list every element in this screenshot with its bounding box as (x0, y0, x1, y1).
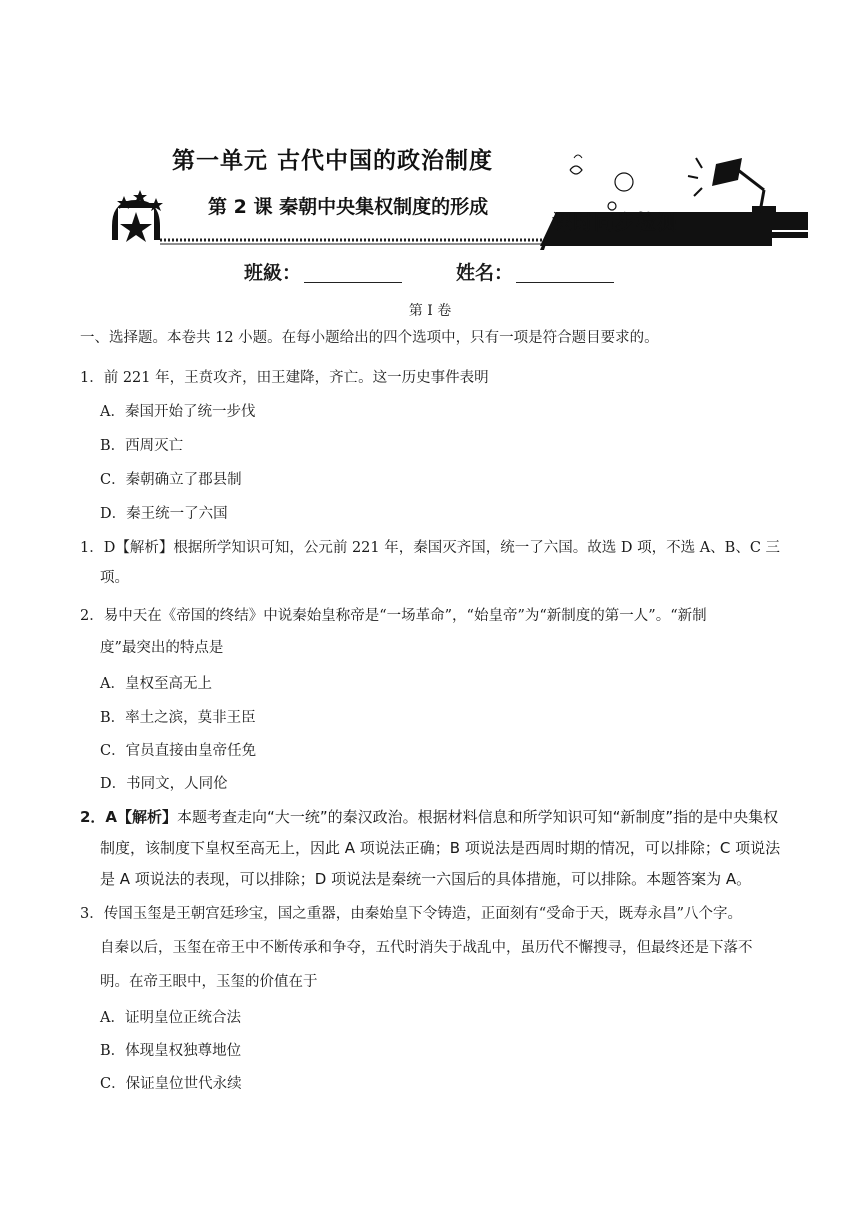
question-3-option-b: B．体现皇权独尊地位 (100, 1043, 242, 1059)
question-1-option-d: D．秦王统一了六国 (100, 506, 228, 522)
sync-test-badge: 课时同步检测 (552, 210, 678, 234)
class-label: 班級： (244, 262, 302, 284)
question-2-answer-head: 2．A【解析】 (80, 808, 178, 826)
question-2-answer-cont: 制度，该制度下皇权至高无上，因此 A 项说法正确；B 项说法是西周时期的情况，可以排除；C 项说法 (100, 839, 781, 857)
banner-graphic (0, 0, 860, 260)
question-1-answer-cont: 项。 (100, 570, 129, 586)
question-1-option-b: B．西周灭亡 (100, 438, 184, 454)
question-1-option-a: A．秦国开始了统一步伐 (100, 404, 256, 420)
question-3-stem: 3．传国玉玺是王朝宫廷珍宝，国之重器，由秦始皇下令铸造，正面刻有“受命于天，既寿永昌”八个字。 (80, 906, 743, 922)
question-3-stem-cont-2: 明。在帝王眼中，玉玺的价值在于 (100, 974, 318, 990)
question-3-option-c: C．保证皇位世代永续 (100, 1076, 242, 1092)
name-field[interactable] (516, 282, 614, 283)
class-field[interactable] (304, 282, 402, 283)
section-title: 第 I 卷 (408, 303, 452, 319)
name-label: 姓名： (456, 262, 514, 284)
question-2-answer (80, 807, 778, 827)
question-1-option-c: C．秦朝确立了郡县制 (100, 472, 242, 488)
question-2-option-b: B．率土之滨，莫非王臣 (100, 710, 256, 726)
question-1-stem: 1．前 221 年，王贲攻齐，田王建降，齐亡。这一历史事件表明 (80, 370, 489, 386)
header-banner (0, 0, 860, 260)
lesson-title: 第 2 课 秦朝中央集权制度的形成 (208, 196, 489, 218)
question-2-stem-cont: 度”最突出的特点是 (100, 640, 224, 656)
question-1-answer: 1．D【解析】根据所学知识可知，公元前 221 年，秦国灭齐国，统一了六国。故选 D 项，不选 A、B、C 三 (80, 540, 781, 556)
question-2-option-a: A．皇权至高无上 (100, 676, 212, 692)
instructions: 一、选择题。本卷共 12 小题。在每小题给出的四个选项中，只有一项是符合题目要求的。 (80, 330, 659, 346)
unit-title: 第一单元 古代中国的政治制度 (172, 148, 494, 174)
question-2-option-c: C．官员直接由皇帝任免 (100, 743, 257, 759)
question-2-stem: 2．易中天在《帝国的终结》中说秦始皇称帝是“一场革命”，“始皇帝”为“新制度的第一人”。“新制 (80, 608, 707, 624)
question-2-answer-cont-2: 是 A 项说法的表现，可以排除；D 项说法是秦统一六国后的具体措施，可以排除。本题答案为 A。 (100, 870, 752, 888)
question-2-option-d: D．书同文，人同伦 (100, 776, 228, 792)
question-3-stem-cont: 自秦以后，玉玺在帝王中不断传承和争夺，五代时消失于战乱中，虽历代不懈搜寻，但最终还是下落不 (100, 940, 753, 956)
question-2-answer-text: 本题考查走向“大一统”的秦汉政治。根据材料信息和所学知识可知“新制度”指的是中央集权 (177, 808, 779, 826)
question-3-option-a: A．证明皇位正统合法 (100, 1010, 241, 1026)
